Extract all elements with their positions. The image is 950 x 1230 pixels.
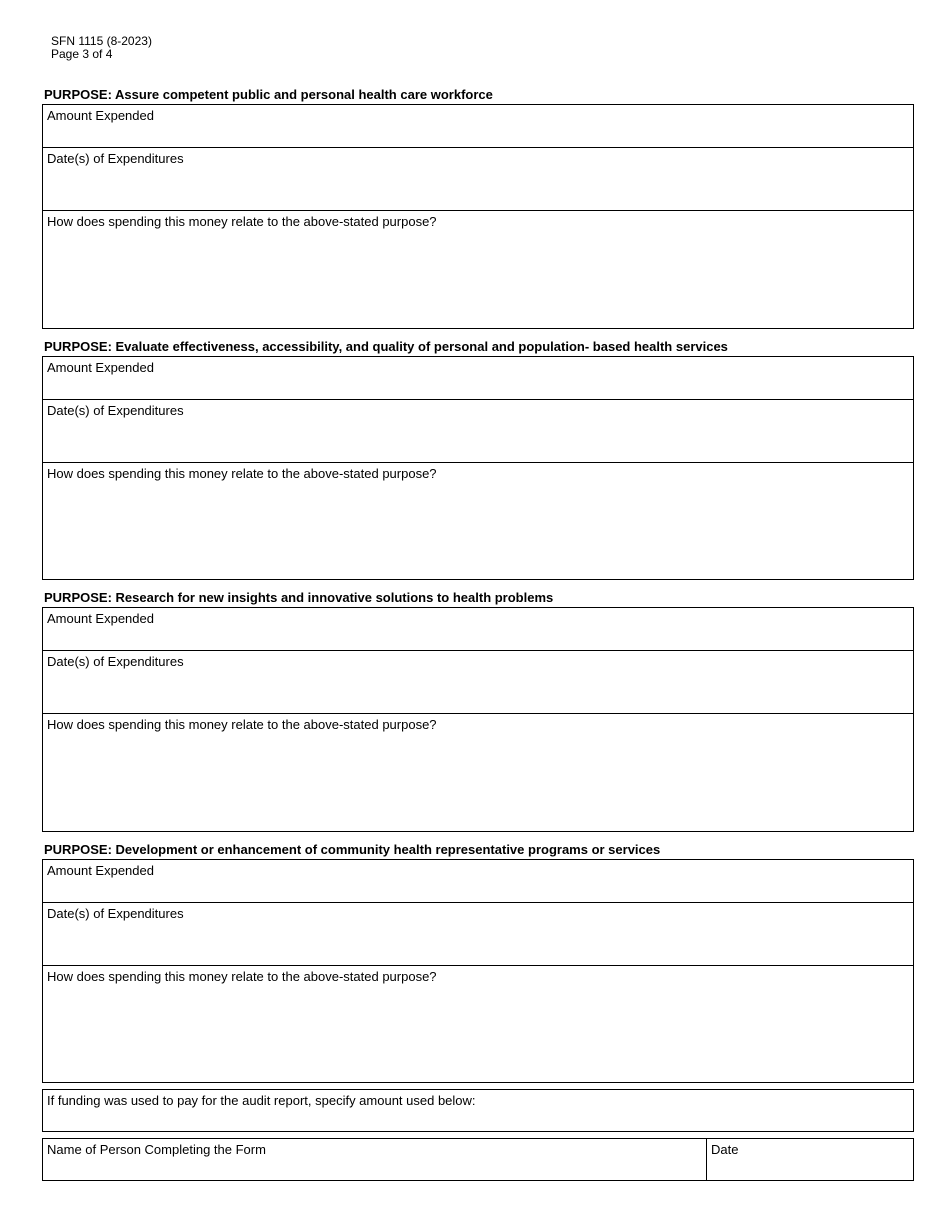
purpose-section-community xyxy=(42,859,914,1083)
purpose-section-workforce xyxy=(42,104,914,329)
amount-expended-field[interactable] xyxy=(43,105,913,147)
amount-expended-label: Amount Expended xyxy=(47,863,154,878)
purpose-section-research xyxy=(42,607,914,832)
purpose-relation-label: How does spending this money relate to the above-stated purpose? xyxy=(47,214,437,229)
date-label: Date xyxy=(711,1142,739,1157)
amount-expended-field[interactable] xyxy=(43,357,913,399)
dates-of-expenditures-label: Date(s) of Expenditures xyxy=(47,151,184,166)
purpose-heading-workforce: PURPOSE: Assure competent public and personal health care workforce xyxy=(44,87,493,102)
dates-of-expenditures-field[interactable] xyxy=(43,902,913,965)
form-number: SFN 1115 (8-2023) xyxy=(51,34,152,48)
completion-box xyxy=(42,1138,914,1181)
dates-of-expenditures-field[interactable] xyxy=(43,399,913,462)
purpose-relation-label: How does spending this money relate to the above-stated purpose? xyxy=(47,717,437,732)
page-number: Page 3 of 4 xyxy=(51,47,113,61)
amount-expended-label: Amount Expended xyxy=(47,108,154,123)
dates-of-expenditures-label: Date(s) of Expenditures xyxy=(47,654,184,669)
name-of-person-label: Name of Person Completing the Form xyxy=(47,1142,266,1157)
dates-of-expenditures-field[interactable] xyxy=(43,650,913,713)
amount-expended-label: Amount Expended xyxy=(47,360,154,375)
purpose-relation-field[interactable] xyxy=(43,462,913,579)
purpose-relation-field[interactable] xyxy=(43,713,913,831)
amount-expended-field[interactable] xyxy=(43,608,913,650)
audit-amount-label: If funding was used to pay for the audit report, specify amount used below: xyxy=(47,1093,476,1108)
purpose-relation-label: How does spending this money relate to the above-stated purpose? xyxy=(47,466,437,481)
dates-of-expenditures-label: Date(s) of Expenditures xyxy=(47,403,184,418)
purpose-relation-field[interactable] xyxy=(43,210,913,328)
purpose-relation-label: How does spending this money relate to the above-stated purpose? xyxy=(47,969,437,984)
amount-expended-label: Amount Expended xyxy=(47,611,154,626)
name-of-person-field[interactable] xyxy=(43,1139,706,1180)
dates-of-expenditures-label: Date(s) of Expenditures xyxy=(47,906,184,921)
audit-amount-box xyxy=(42,1089,914,1132)
purpose-heading-community: PURPOSE: Development or enhancement of community health representative programs or services xyxy=(44,842,661,857)
date-field[interactable] xyxy=(707,1139,913,1180)
purpose-section-evaluate xyxy=(42,356,914,580)
amount-expended-field[interactable] xyxy=(43,860,913,902)
purpose-heading-evaluate: PURPOSE: Evaluate effectiveness, accessibility, and quality of personal and population- based health services xyxy=(44,339,728,354)
dates-of-expenditures-field[interactable] xyxy=(43,147,913,210)
purpose-relation-field[interactable] xyxy=(43,965,913,1082)
audit-amount-field[interactable] xyxy=(43,1090,913,1131)
purpose-heading-research: PURPOSE: Research for new insights and innovative solutions to health problems xyxy=(44,590,554,605)
form-header xyxy=(51,35,152,61)
